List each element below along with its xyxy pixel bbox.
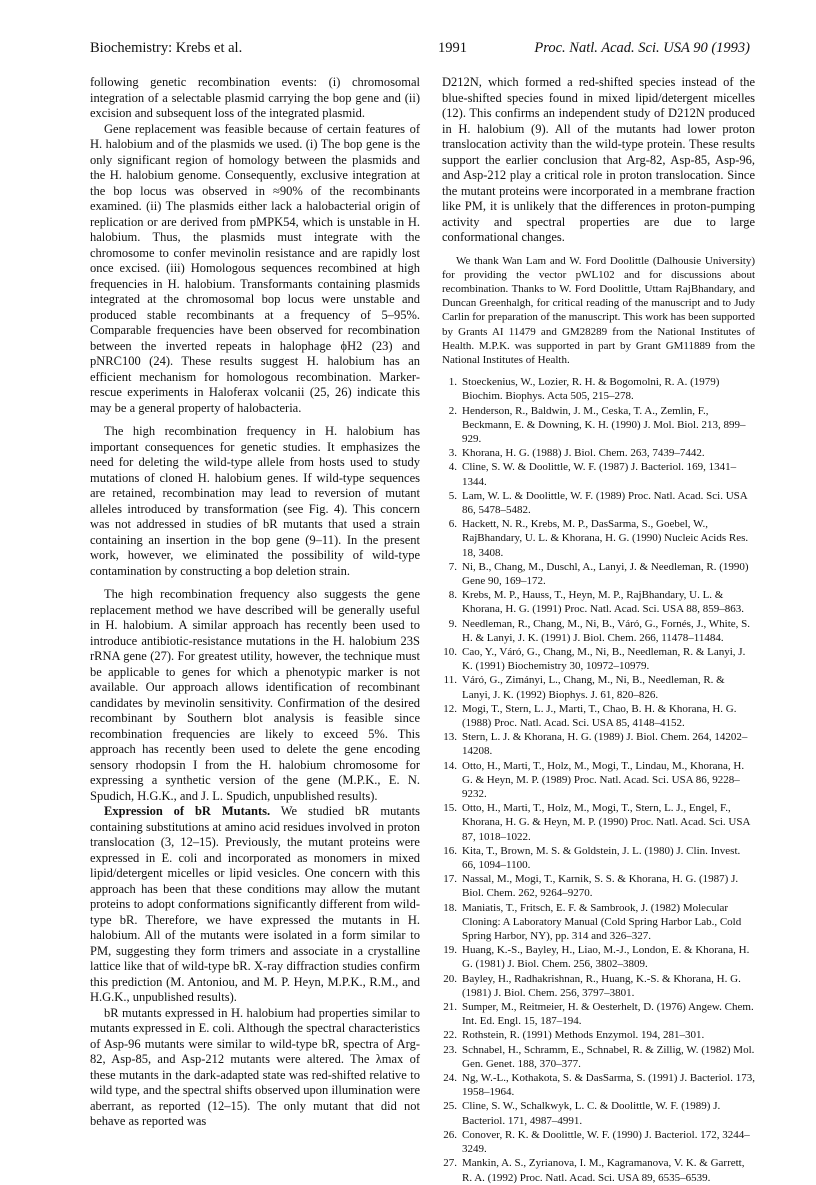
reference-text: Otto, H., Marti, T., Holz, M., Mogi, T., Stern, L. J., Engel, F., Khorana, H. G. & Heyn, M. P. (1990) Proc. Natl. Acad. Sci. USA 87, 1018–1022. bbox=[462, 802, 750, 843]
reference-number: 20. bbox=[443, 972, 457, 985]
reference-item bbox=[442, 759, 755, 802]
running-header bbox=[90, 40, 750, 62]
reference-item bbox=[442, 560, 755, 588]
reference-item bbox=[442, 1156, 755, 1184]
reference-number: 17. bbox=[443, 873, 457, 886]
reference-number: 11. bbox=[443, 674, 457, 687]
reference-text: Huang, K.-S., Bayley, H., Liao, M.-J., London, E. & Khorana, H. G. (1981) J. Biol. Chem. 256, 3802–3809. bbox=[462, 944, 750, 971]
reference-number: 12. bbox=[443, 702, 457, 715]
reference-number: 4. bbox=[448, 461, 457, 474]
reference-text: Ng, W.-L., Kothakota, S. & DasSarma, S. (1991) J. Bacteriol. 173, 1958–1964. bbox=[462, 1072, 755, 1099]
reference-text: Maniatis, T., Fritsch, E. F. & Sambrook, J. (1982) Molecular Cloning: A Laboratory Manual (Cold Spring Harbor Lab., Cold Spring Harbor, NY), pp. 314 and 326–327. bbox=[462, 901, 742, 943]
reference-text: Krebs, M. P., Hauss, T., Heyn, M. P., RajBhandary, U. L. & Khorana, H. G. (1991) Proc. Natl. Acad. Sci. USA 88, 859–863. bbox=[462, 589, 744, 616]
reference-item bbox=[442, 872, 755, 900]
paragraph: Gene replacement was feasible because of certain features of H. halobium and of the plasmids we used. (i) The bop gene is the only significant region of homology between the plasmids and the H. halobium genome. Consequently, exclusive integration at the bop locus was observed in ≈90% of the recombinants examined. (ii) The plasmids either lack a halobacterial origin of replication or are derived from pMPK54, which is unstable in H. halobium. Thus, the plasmids must integrate with the chromosome to confer mevinolin resistance and are rapidly lost once excised. (iii) Homologous sequences recombined at high frequencies in H. halobium. Transformants containing plasmids integrated at the chromosomal bop locus were unstable and produced stable recombinants at a frequency of 5–95%. Comparable frequencies have been observed for recombination between the inverted repeats in halophage ϕH2 (23) and pNRC100 (24). These results suggest H. halobium has an efficient mechanism for homologous recombination. Marker-rescue experiments in Haloferax volcanii (25, 26) indicate this may be a general property of halobacteria. bbox=[90, 121, 420, 415]
reference-item bbox=[442, 1028, 755, 1042]
reference-item bbox=[442, 730, 755, 758]
paragraph: D212N, which formed a red-shifted species instead of the blue-shifted species found in mixed lipid/detergent micelles (12). This confirms an independent study of D212N produced in H. halobium (9). All of the mutants had lower proton translocation activity than the wild-type protein. These results support the earlier conclusion that Arg-82, Asp-85, Asp-96, and Asp-212 play a critical role in proton translocation. Since the mutant proteins were incorporated in a membrane fraction like PM, it is unlikely that the differences in proton-pumping activity and spectral properties are due to large conformational changes. bbox=[442, 75, 755, 244]
reference-item bbox=[442, 517, 755, 560]
header-journal-section: Biochemistry: Krebs et al. bbox=[90, 40, 243, 56]
reference-item bbox=[442, 588, 755, 616]
reference-number: 19. bbox=[443, 944, 457, 957]
paragraph: bR mutants expressed in H. halobium had properties similar to mutants expressed in E. coli. Although the spectral characteristics of Asp-96 mutants were similar to wild-type bR, spectra of Arg-82, Asp-85, and Asp-212 mutants were altered. The λmax of these mutants in the dark-adapted state was red-shifted relative to wild type, and the spectral shifts observed upon illumination were aberrant, as reported (12–15). The only mutant that did not behave as reported was bbox=[90, 1005, 420, 1128]
reference-number: 8. bbox=[448, 589, 457, 602]
reference-text: Stern, L. J. & Khorana, H. G. (1989) J. Biol. Chem. 264, 14202–14208. bbox=[462, 731, 748, 758]
reference-text: Henderson, R., Baldwin, J. M., Ceska, T. A., Zemlin, F., Beckmann, E. & Downing, K. H. (1990) J. Mol. Biol. 213, 899–929. bbox=[462, 404, 746, 445]
header-citation: Proc. Natl. Acad. Sci. USA 90 (1993) bbox=[534, 40, 750, 56]
reference-number: 9. bbox=[448, 617, 457, 630]
paragraph: The high recombination frequency also suggests the gene replacement method we have described will be generally useful in H. halobium. A similar approach has recently been used to introduce antibiotic-resistance mutations in the H. halobium 23S rRNA gene (27). For greatest utility, however, the technique must be applicable to genes for which a phenotypic marker is not available. Our approach allows identification of recombinant candidates by mevinolin sensitivity. Confirmation of the desired recombinant by Southern blot analysis is feasible since recombination frequencies are likely to exceed 5%. This approach has recently been used to delete the gene encoding sensory rhodopsin I from the H. halobium chromosome for expressing a synthetic version of the gene (M.P.K., E. N. Spudich, H.G.K., and J. L. Spudich, unpublished results). bbox=[90, 587, 420, 803]
reference-text: Cline, S. W. & Doolittle, W. F. (1987) J. Bacteriol. 169, 1341–1344. bbox=[462, 461, 737, 488]
reference-item bbox=[442, 901, 755, 944]
reference-text: Mankin, A. S., Zyrianova, I. M., Kagramanova, V. K. & Garrett, R. A. (1992) Proc. Natl. Acad. Sci. USA 89, 6535–6539. bbox=[462, 1157, 745, 1184]
reference-item bbox=[442, 645, 755, 673]
reference-item bbox=[442, 1043, 755, 1071]
reference-number: 7. bbox=[448, 560, 457, 573]
section-paragraph bbox=[90, 804, 420, 1006]
reference-text: Otto, H., Marti, T., Holz, M., Mogi, T., Lindau, M., Khorana, H. G. & Heyn, M. P. (1989) Proc. Natl. Acad. Sci. USA 86, 9228–9232. bbox=[462, 759, 745, 801]
reference-number: 5. bbox=[448, 489, 457, 502]
reference-text: Bayley, H., Radhakrishnan, R., Huang, K.-S. & Khorana, H. G. (1981) J. Biol. Chem. 256, 3797–3801. bbox=[462, 972, 741, 999]
reference-text: Mogi, T., Stern, L. J., Marti, T., Chao, B. H. & Khorana, H. G. (1988) Proc. Natl. Acad. Sci. USA 85, 4148–4152. bbox=[462, 702, 737, 729]
reference-item bbox=[442, 943, 755, 971]
reference-text: Kita, T., Brown, M. S. & Goldstein, J. L. (1980) J. Clin. Invest. 66, 1094–1100. bbox=[462, 844, 741, 872]
reference-number: 22. bbox=[443, 1029, 457, 1042]
reference-list bbox=[442, 375, 755, 1185]
paragraph: following genetic recombination events: (i) chromosomal integration of a selectable plasmid carrying the bop gene and (ii) excision and subsequent loss of the integrated plasmid. bbox=[90, 75, 420, 120]
reference-item bbox=[442, 1128, 755, 1156]
reference-item bbox=[442, 404, 755, 447]
reference-text: Ni, B., Chang, M., Duschl, A., Lanyi, J. & Needleman, R. (1990) Gene 90, 169–172. bbox=[462, 560, 749, 587]
reference-text: Cao, Y., Váró, G., Chang, M., Ni, B., Needleman, R. & Lanyi, J. K. (1991) Biochemistry 30, 10972–10979. bbox=[462, 645, 746, 673]
paragraph-text: We studied bR mutants containing substitutions at amino acid residues involved in proton translocation (3, 12–15). Previously, the mutant proteins were expressed in E. coli and incorporated as monomers in mixed lipid/detergent micelles or lipid vesicles. One concern with this approach has been that these conditions may allow the mutant proteins to adopt conformations significantly different from wild-type bR. Therefore, we have expressed the mutants in H. halobium. All of the mutants were isolated in a form similar to PM, suggesting they form trimers and associate in a crystalline lattice like that of wild-type bR. X-ray diffraction studies confirm this prediction (M. Antoniou, and M. P. Heyn, M.P.K., R.M., and H.G.K., unpublished results). bbox=[90, 804, 420, 1004]
reference-item bbox=[442, 460, 755, 488]
reference-number: 6. bbox=[448, 518, 457, 531]
reference-item bbox=[442, 1000, 755, 1028]
reference-number: 26. bbox=[443, 1128, 457, 1141]
reference-item bbox=[442, 801, 755, 844]
right-column bbox=[442, 75, 755, 1185]
reference-item bbox=[442, 617, 755, 645]
left-column bbox=[90, 75, 420, 1130]
reference-text: Conover, R. K. & Doolittle, W. F. (1990) J. Bacteriol. 172, 3244–3249. bbox=[462, 1128, 750, 1156]
reference-item bbox=[442, 446, 755, 460]
acknowledgment: We thank Wan Lam and W. Ford Doolittle (Dalhousie University) for providing the vector pWL102 and for discussions about recombination. Thanks to W. Ford Doolittle, Uttam RajBhandary, and Duncan Greenhalgh, for critical reading of the manuscript and to Judy Carlin for preparation of the manuscript. This work has been supported by Grants AI 11479 and GM28289 from the National Institutes of Health. M.P.K. was supported in part by Grant GM11889 from the National Institutes of Health. bbox=[442, 254, 755, 366]
reference-number: 21. bbox=[443, 1001, 457, 1014]
reference-number: 1. bbox=[448, 376, 457, 389]
reference-item bbox=[442, 375, 755, 403]
reference-number: 18. bbox=[443, 901, 457, 914]
reference-number: 23. bbox=[443, 1043, 457, 1056]
reference-item bbox=[442, 702, 755, 730]
reference-number: 24. bbox=[443, 1072, 457, 1085]
reference-text: Váró, G., Zimányi, L., Chang, M., Ni, B., Needleman, R. & Lanyi, J. K. (1992) Biophys. J. 61, 820–826. bbox=[462, 674, 725, 701]
reference-item bbox=[442, 1071, 755, 1099]
reference-text: Cline, S. W., Schalkwyk, L. C. & Doolittle, W. F. (1989) J. Bacteriol. 171, 4987–4991. bbox=[462, 1100, 721, 1127]
reference-number: 14. bbox=[443, 759, 457, 772]
reference-number: 25. bbox=[443, 1100, 457, 1113]
reference-item bbox=[442, 489, 755, 517]
page-number: 1991 bbox=[438, 40, 467, 56]
reference-number: 27. bbox=[443, 1157, 457, 1170]
section-heading: Expression of bR Mutants. bbox=[104, 804, 271, 818]
reference-text: Rothstein, R. (1991) Methods Enzymol. 194, 281–301. bbox=[462, 1029, 705, 1042]
reference-number: 2. bbox=[448, 404, 457, 417]
reference-number: 16. bbox=[443, 844, 457, 857]
reference-text: Nassal, M., Mogi, T., Karnik, S. S. & Khorana, H. G. (1987) J. Biol. Chem. 262, 9264–9270. bbox=[462, 873, 739, 900]
reference-number: 3. bbox=[448, 447, 457, 460]
reference-item bbox=[442, 844, 755, 872]
reference-text: Khorana, H. G. (1988) J. Biol. Chem. 263, 7439–7442. bbox=[462, 447, 705, 460]
reference-number: 13. bbox=[443, 731, 457, 744]
reference-text: Lam, W. L. & Doolittle, W. F. (1989) Proc. Natl. Acad. Sci. USA 86, 5478–5482. bbox=[462, 489, 748, 516]
reference-text: Sumper, M., Reitmeier, H. & Oesterhelt, D. (1976) Angew. Chem. Int. Ed. Engl. 15, 187–194. bbox=[462, 1001, 754, 1028]
reference-text: Needleman, R., Chang, M., Ni, B., Váró, G., Fornés, J., White, S. H. & Lanyi, J. K. (1991) J. Biol. Chem. 266, 11478–11484. bbox=[462, 617, 751, 644]
reference-number: 10. bbox=[443, 645, 457, 658]
reference-item bbox=[442, 1099, 755, 1127]
paragraph: The high recombination frequency in H. halobium has important consequences for genetic studies. It emphasizes the need for deleting the wild-type allele from hosts used to study mutations of cloned H. halobium genes. If wild-type sequences are retained, recombination may lead to reversion of mutant alleles introduced by transformation (see Fig. 4). This concern was not addressed in studies of bR mutants that used a strain containing an insertion in the bop gene (9–11). In the present work, however, we eliminated the possibility of wild-type contamination by constructing a bop deletion strain. bbox=[90, 424, 420, 578]
reference-text: Schnabel, H., Schramm, E., Schnabel, R. & Zillig, W. (1982) Mol. Gen. Genet. 188, 370–377. bbox=[462, 1043, 755, 1070]
reference-item bbox=[442, 673, 755, 701]
reference-number: 15. bbox=[443, 802, 457, 815]
reference-text: Stoeckenius, W., Lozier, R. H. & Bogomolni, R. A. (1979) Biochim. Biophys. Acta 505, 215–278. bbox=[462, 376, 720, 403]
reference-item bbox=[442, 972, 755, 1000]
reference-text: Hackett, N. R., Krebs, M. P., DasSarma, S., Goebel, W., RajBhandary, U. L. & Khorana, H. G. (1990) Nucleic Acids Res. 18, 3408. bbox=[462, 518, 749, 559]
